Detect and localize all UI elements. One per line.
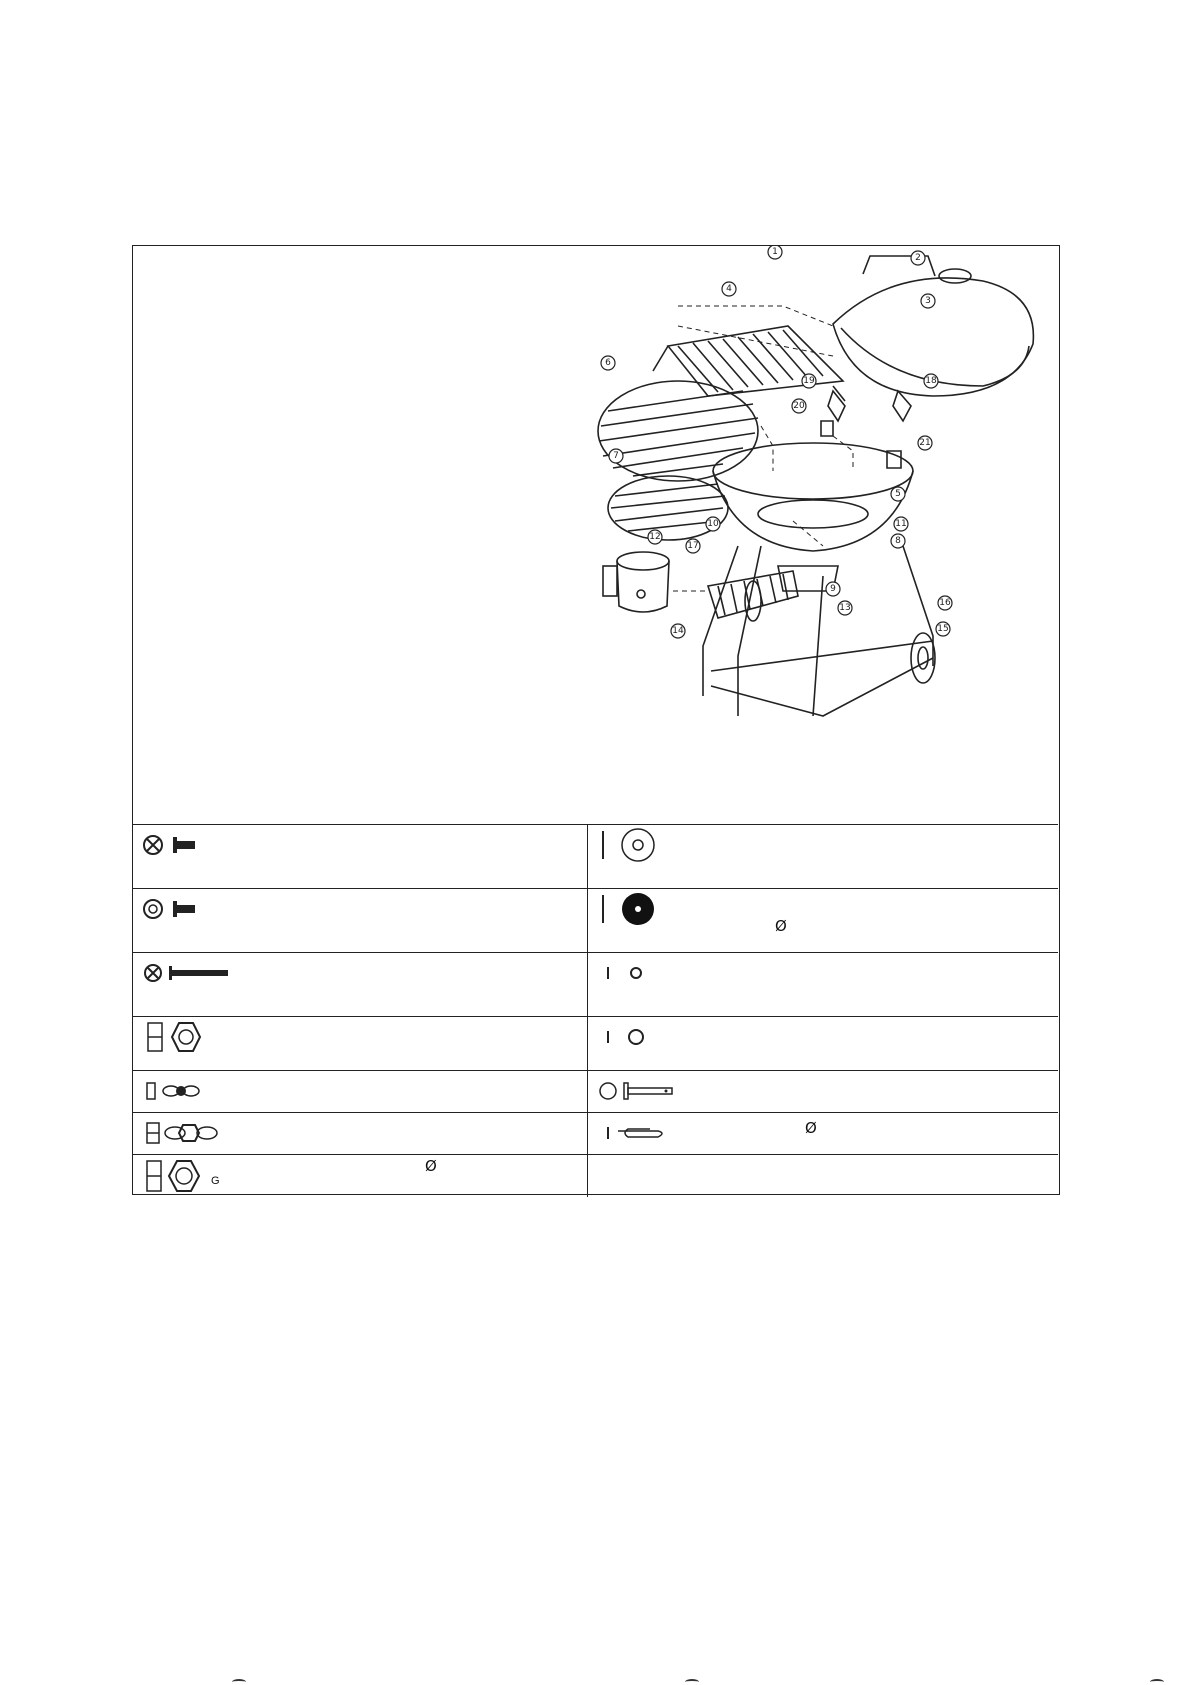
callout-label: 9: [830, 584, 836, 594]
part-letter: G: [211, 1175, 220, 1187]
callout-label: 3: [925, 296, 931, 306]
part-cell: [588, 1071, 1058, 1112]
part-cell: [133, 825, 588, 888]
phillips-short-bolt-2-icon: [133, 889, 253, 929]
diameter-symbol: Ø: [775, 917, 787, 935]
part-cell: [588, 1017, 1058, 1070]
small-washer-icon: [588, 953, 708, 993]
hinge-right: [893, 391, 911, 421]
charcoal-basket: [603, 552, 669, 612]
part-cell: [588, 1113, 1058, 1154]
grill-bowl: [713, 443, 913, 551]
callout-label: 8: [895, 536, 901, 546]
callout-label: 19: [803, 376, 815, 386]
clevis-pin-icon: [588, 1071, 708, 1111]
callout-label: 15: [937, 624, 949, 634]
part-cell: [133, 953, 588, 1016]
parts-sheet-frame: [132, 245, 1060, 1195]
table-row: [133, 1113, 1058, 1155]
flat-washer-icon: [588, 825, 708, 865]
phillips-long-bolt-icon: [133, 953, 253, 993]
wing-nut-icon: [133, 1113, 253, 1153]
part-cell: [133, 1071, 588, 1112]
part-cell: [588, 825, 1058, 888]
phillips-short-bolt-icon: [133, 825, 253, 865]
callout-label: 11: [895, 519, 907, 529]
table-row: [133, 1071, 1058, 1113]
callout-label: 21: [919, 438, 931, 448]
hex-nut-icon: [133, 1017, 253, 1057]
callout-label: 13: [839, 603, 851, 613]
part-cell: [588, 953, 1058, 1016]
table-row: [133, 1155, 1058, 1197]
callout-label: 7: [613, 451, 619, 461]
callout-label: 12: [649, 532, 661, 542]
lock-washer-icon: [588, 1017, 708, 1057]
callout-label: 14: [672, 626, 684, 636]
diameter-symbol: Ø: [805, 1119, 817, 1137]
part-cell: [133, 1017, 588, 1070]
side-basket: [708, 571, 798, 621]
diameter-symbol: Ø: [425, 1157, 437, 1175]
vent-cap: [939, 269, 971, 283]
exploded-grill-diagram: [133, 246, 1058, 824]
grill-legs: [703, 546, 933, 716]
r-clip-icon: [588, 1113, 708, 1153]
callout-label: 10: [707, 519, 719, 529]
table-row: [133, 953, 1058, 1017]
hinge-bracket-20: [821, 421, 833, 436]
part-cell: [588, 889, 1058, 952]
table-row: [133, 825, 1058, 889]
warming-rack: [653, 326, 845, 401]
callout-label: 1: [772, 247, 778, 257]
callout-label: 4: [726, 284, 732, 294]
part-cell: [133, 1155, 588, 1197]
part-cell: [133, 889, 588, 952]
table-row: [133, 889, 1058, 953]
callout-label: 5: [895, 489, 901, 499]
cooking-grate: [598, 381, 758, 481]
table-row: [133, 1017, 1058, 1071]
large-nut-icon: [133, 1155, 253, 1195]
callout-label: 20: [793, 401, 805, 411]
part-cell: [133, 1113, 588, 1154]
scan-edge-mark: [685, 1679, 699, 1685]
scan-edge-mark: [232, 1679, 246, 1685]
empty-cell: [588, 1155, 1058, 1197]
callout-label: 6: [605, 358, 611, 368]
rubber-washer-icon: [588, 889, 708, 929]
callout-markers: [601, 246, 952, 638]
small-wing-nut-icon: [133, 1071, 253, 1111]
hardware-parts-table: [133, 824, 1058, 1197]
callout-label: 17: [687, 541, 699, 551]
callout-label: 18: [925, 376, 937, 386]
callout-label: 2: [915, 253, 921, 263]
hinge-left: [828, 391, 845, 421]
scan-edge-mark: [1150, 1679, 1164, 1685]
callout-label: 16: [939, 598, 951, 608]
